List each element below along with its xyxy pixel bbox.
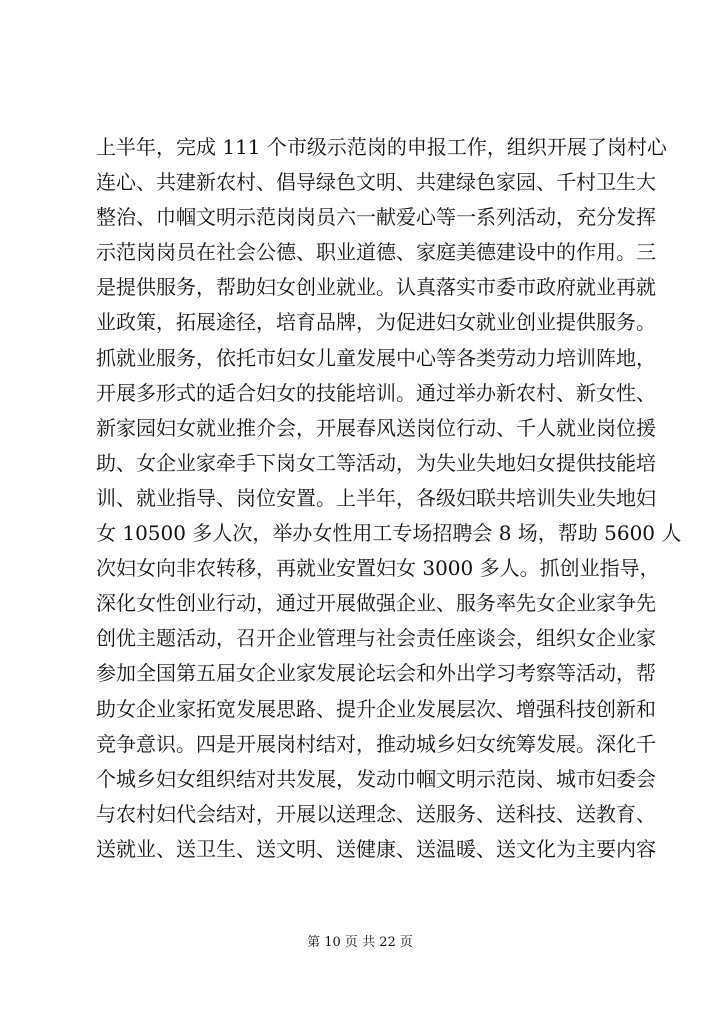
text-line: 整治、巾帼文明示范岗岗员六一献爱心等一系列活动，充分发挥 <box>96 205 656 230</box>
text-line: 是提供服务，帮助妇女创业就业。认真落实市委市政府就业再就 <box>96 275 656 300</box>
page-number-label: 第 10 页 共 22 页 <box>307 935 413 950</box>
page-footer <box>0 933 720 953</box>
text-line: 竞争意识。四是开展岗村结对，推动城乡妇女统筹发展。深化千 <box>96 731 656 756</box>
text-line: 新家园妇女就业推介会，开展春风送岗位行动、千人就业岗位援 <box>96 415 656 440</box>
text-line: 连心、共建新农村、倡导绿色文明、共建绿色家园、千村卫生大 <box>96 170 656 195</box>
text-line: 业政策，拓展途径，培育品牌，为促进妇女就业创业提供服务。 <box>96 310 656 335</box>
text-line: 上半年，完成 111 个市级示范岗的申报工作，组织开展了岗村心 <box>96 135 667 159</box>
text-line: 训、就业指导、岗位安置。上半年，各级妇联共培训失业失地妇 <box>96 485 656 510</box>
text-line: 示范岗岗员在社会公德、职业道德、家庭美德建设中的作用。三 <box>96 240 656 265</box>
text-line: 助、女企业家牵手下岗女工等活动，为失业失地妇女提供技能培 <box>96 450 656 475</box>
text-line: 个城乡妇女组织结对共发展，发动巾帼文明示范岗、城市妇委会 <box>96 766 656 791</box>
text-line: 抓就业服务，依托市妇女儿童发展中心等各类劳动力培训阵地， <box>96 345 656 370</box>
text-line: 送就业、送卫生、送文明、送健康、送温暖、送文化为主要内容 <box>96 836 656 861</box>
text-line: 深化女性创业行动，通过开展做强企业、服务率先女企业家争先 <box>96 591 656 616</box>
text-line: 次妇女向非农转移，再就业安置妇女 3000 多人。抓创业指导， <box>96 556 660 581</box>
body-text <box>96 130 682 867</box>
text-line: 创优主题活动，召开企业管理与社会责任座谈会，组织女企业家 <box>96 626 656 651</box>
text-line: 助女企业家拓宽发展思路、提升企业发展层次、增强科技创新和 <box>96 696 656 721</box>
text-line: 与农村妇代会结对，开展以送理念、送服务、送科技、送教育、 <box>96 801 656 826</box>
text-line: 参加全国第五届女企业家发展论坛会和外出学习考察等活动，帮 <box>96 661 656 686</box>
text-line: 开展多形式的适合妇女的技能培训。通过举办新农村、新女性、 <box>96 380 656 405</box>
text-line: 女 10500 多人次，举办女性用工专场招聘会 8 场，帮助 5600 人 <box>96 521 682 546</box>
